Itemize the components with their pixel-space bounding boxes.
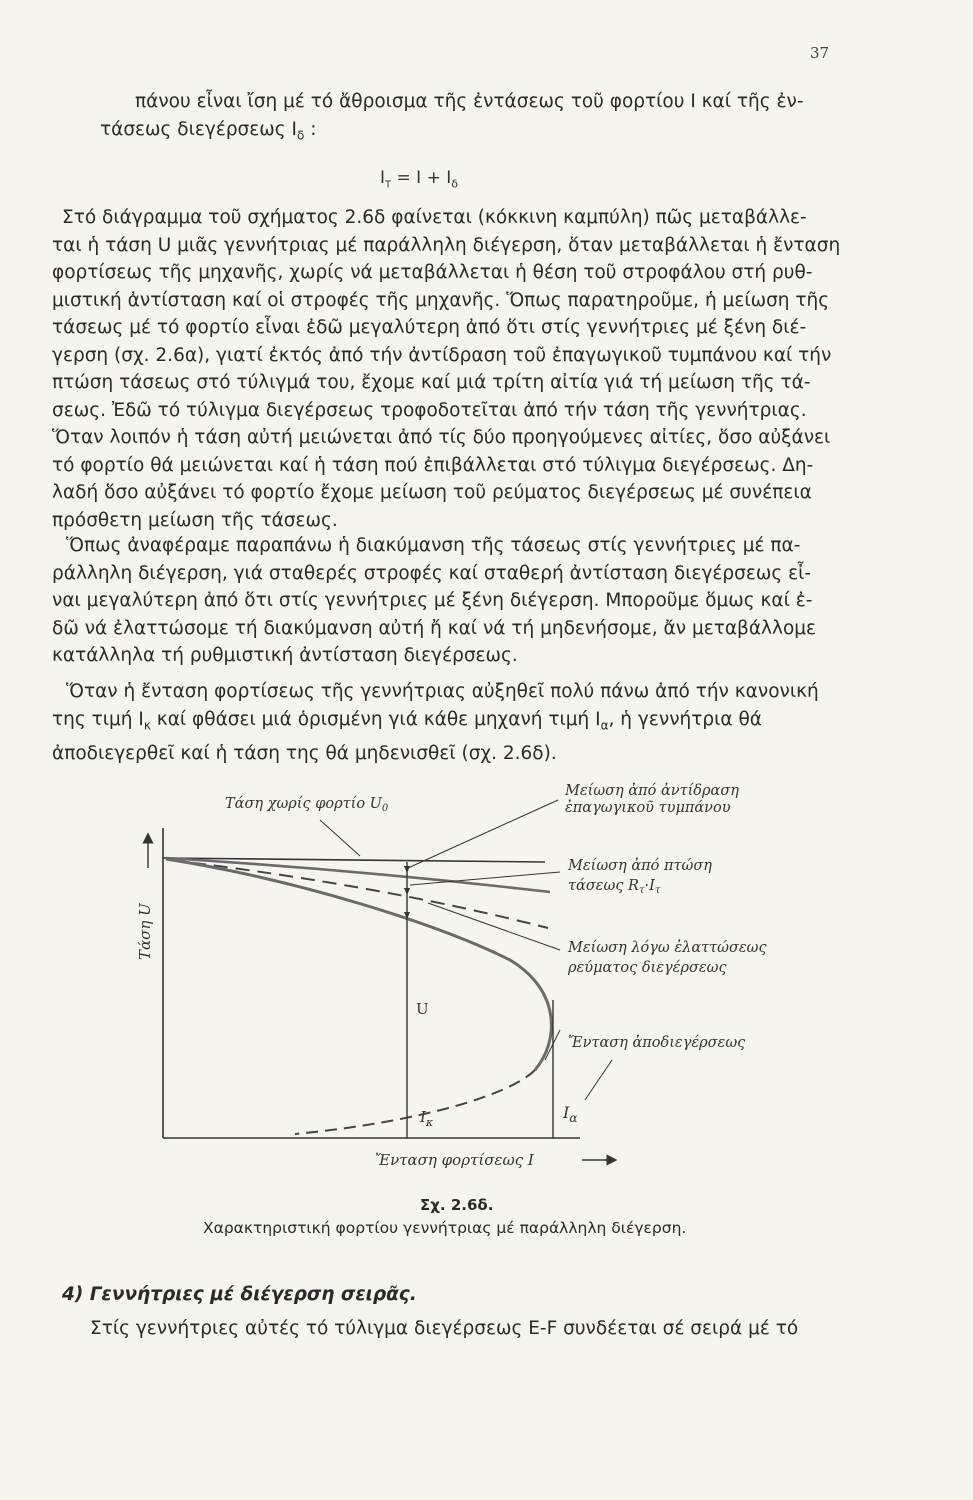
formula-rhs-sub: δ (451, 177, 458, 191)
text-line: πτώση τάσεως στό τύλιγμά του, ἔχομε καί μιά τρίτη αἰτία γιά τή μείωση τῆς τά- (52, 372, 811, 393)
formula (380, 168, 458, 190)
label-resistance-drop: Μείωση ἀπό πτώση (568, 858, 712, 874)
formula-lhs-sub: T (385, 179, 392, 191)
label-y-axis: Τάση U (136, 903, 154, 960)
text-line: κατάλληλα τή ρυθμιστική ἀντίσταση διεγέρσεως. (52, 645, 518, 666)
label-armature-reaction: Μείωση ἀπό ἀντίδραση (565, 783, 739, 799)
text-line: γερση (σχ. 2.6α), γιατί ἐκτός ἀπό τήν ἀντίδραση τοῦ ἐπαγωγικοῦ τυμπάνου καί τήν (52, 344, 832, 366)
text-line: Ὅπως ἀναφέραμε παραπάνω ἡ διακύμανση τῆς τάσεως στίς γεννήτριες μέ πα- (66, 535, 801, 556)
subscript: δ (296, 128, 305, 143)
text-line (52, 706, 852, 740)
load-characteristic-diagram (0, 770, 973, 1190)
label-Ia: $I_\alpha$ (563, 1103, 578, 1125)
figure-number: Σχ. 2.6δ. (420, 1196, 494, 1214)
paragraph-intro (100, 88, 855, 150)
text-line: τό φορτίο θά μειώνεται καί ἡ τάση πού ἐπιβάλλεται στό τύλιγμα διεγέρσεως. Δη- (52, 454, 814, 476)
label-armature-reaction-2: ἐπαγωγικοῦ τυμπάνου (565, 800, 731, 816)
leader-line-ia (585, 1060, 612, 1100)
label-excitation-drop: Μείωση λόγω ἐλαττώσεως (568, 940, 767, 956)
label-excitation-drop-2: ρεύματος διεγέρσεως (568, 960, 727, 976)
text-line: ράλληλη διέγερση, γιά σταθερές στροφές καί σταθερή ἀντίσταση διεγέρσεως εἶ- (52, 562, 812, 584)
text-span: της τιμή Ι (52, 708, 144, 730)
text-line: φορτίσεως τῆς μηχανῆς, χωρίς νά μεταβάλλεται ἡ θέση τοῦ στροφάλου στή ρυθ- (52, 262, 813, 283)
text-line: πρόσθετη μείωση τῆς τάσεως. (52, 509, 338, 531)
paragraph-series-generators: Στίς γεννήτριες αὐτές τό τύλιγμα διεγέρσεως E-F συνδέεται σέ σειρά μέ τό (90, 1318, 799, 1339)
text-span: , ἡ γεννήτρια θά (608, 708, 762, 730)
section-heading: 4) Γεννήτριες μέ διέγερση σειρᾶς. (62, 1284, 417, 1305)
figure-caption: Χαρακτηριστική φορτίου γεννήτριας μέ παράλληλη διέγερση. (203, 1219, 687, 1237)
text-line: Στό διάγραμμα τοῦ σχήματος 2.6δ φαίνεται (κόκκινη καμπύλη) πῶς μεταβάλλε- (62, 207, 807, 228)
page-number: 37 (810, 44, 830, 62)
text-line: πάνου εἶναι ἴση μέ τό ἄθροισμα τῆς ἐντάσεως τοῦ φορτίου Ι καί τῆς ἐν- (135, 91, 804, 112)
text-line: ἀποδιεγερθεῖ καί ἡ τάση της θά μηδενισθεῖ (σχ. 2.6δ). (52, 742, 557, 764)
text-line: μιστική ἀντίσταση καί οἱ στροφές τῆς μηχανῆς. Ὅπως παρατηροῦμε, ἡ μείωση τῆς (52, 289, 830, 311)
text-span: καί φθάσει μιά ὁρισμένη γιά κάθε μηχανή τιμή Ι (150, 708, 601, 730)
subscript: κ (143, 718, 151, 733)
formula-mid: = Ι + Ι (391, 168, 452, 188)
load-characteristic-curve (166, 859, 551, 1070)
paragraph-diagram-description (52, 204, 852, 534)
leader-line-armature (408, 800, 558, 868)
label-demagnetization-current: Ἔνταση ἀποδιεγέρσεως (568, 1035, 746, 1051)
label-resistance-drop-2: τάσεως $R_\tau\cdot I_\tau$ (568, 878, 661, 896)
text-line: δῶ νά ἐλαττώσομε τή διακύμανση αὐτή ἤ καί νά τή μηδενήσομε, ἄν μεταβάλλομε (52, 617, 817, 639)
demagnetization-curve (295, 1070, 535, 1134)
text-line: Ὅταν λοιπόν ἡ τάση αὐτή μειώνεται ἀπό τίς δύο προηγούμενες αἰτίες, ὅσο αὐξάνει (52, 427, 831, 448)
label-Ik: $I_\kappa$ (420, 1108, 434, 1129)
text-line: ναι μεγαλύτερη ἀπό ὅτι στίς γεννήτριες μέ ξένη διέγερση. Μποροῦμε ὅμως καί ἐ- (52, 590, 813, 611)
text-line: σεως. Ἐδῶ τό τύλιγμα διεγέρσεως τροφοδοτεῖται ἀπό τήν τάση τῆς γεννήτριας. (52, 399, 807, 421)
text-line (100, 116, 855, 150)
drop-arrow-2 (404, 888, 410, 895)
text-line: ται ἡ τάση U μιᾶς γεννήτριας μέ παράλληλη διέγερση, ὅταν μεταβάλλεται ἡ ἔνταση (52, 234, 841, 256)
formula-lhs: Ι (380, 168, 386, 188)
text-span: : (304, 118, 317, 140)
label-U: U (416, 1000, 429, 1018)
text-line: λαδή ὅσο αὐξάνει τό φορτίο ἔχομε μείωση τοῦ ρεύματος διεγέρσεως μέ συνέπεια (52, 482, 812, 503)
paragraph-variation (52, 532, 852, 670)
paragraph-demagnetization (52, 678, 852, 767)
text-line: Ὅταν ἡ ἔνταση φορτίσεως τῆς γεννήτριας αὐξηθεῖ πολύ πάνω ἀπό τήν κανονική (66, 681, 819, 702)
leader-line-no-load (320, 820, 360, 856)
label-x-axis: Ἔνταση φορτίσεως Ι (375, 1151, 534, 1169)
text-span: τάσεως διεγέρσεως Ι (100, 118, 297, 140)
subscript: α (600, 718, 609, 733)
label-no-load: Τάση χωρίς φορτίο $U_0$ (225, 796, 389, 814)
text-line: τάσεως μέ τό φορτίο εἶναι ἐδῶ μεγαλύτερη ἀπό ὅτι στίς γεννήτριες μέ ξένη διέ- (52, 317, 807, 338)
